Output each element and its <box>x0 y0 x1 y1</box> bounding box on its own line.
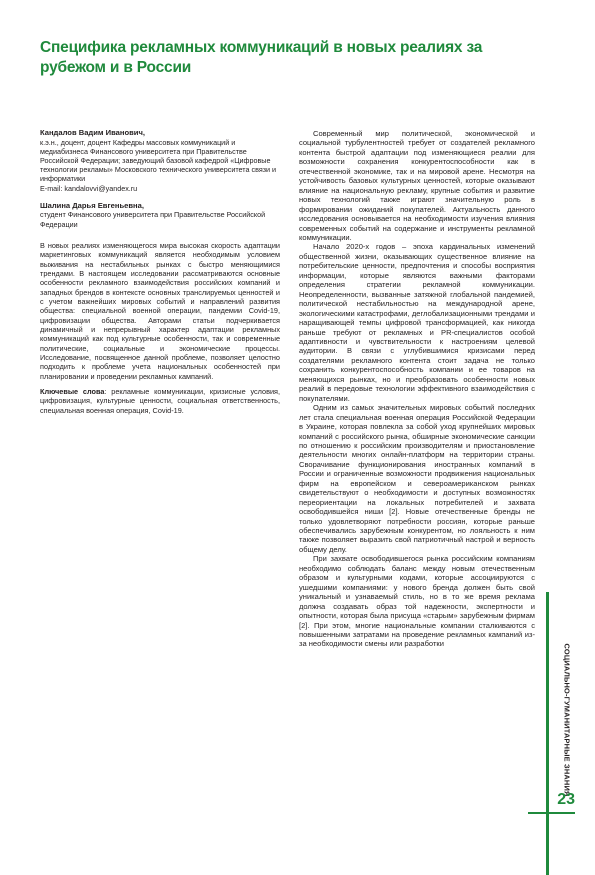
abstract: В новых реалиях изменяющегося мира высокая скорость адаптации маркетинговых коммуникаций является необходимым условием выживания на нестабильных рынках с быстро меняющимися трендами. В настоящем исследовании рассматриваются основные особенности рекламного взаимодействия российских компаний и западных брендов в контексте основных транслируемых ценностей и с учетом важнейших мировых событий и направлений развития общества: специальной военной операции, пандемии Covid-19, цифровизации общества. Авторами статьи подчеркивается динамичный и непрерывный характер адаптации рекламных коммуникаций как под культурные особенности, так и современные политические, социальные и экономические процессы. Исследование, посвященное данной проблеме, позволяет целостно подходить к проблеме учета национальных особенностей при планировании и проведении рекламных кампаний. <box>40 240 280 381</box>
keywords <box>40 387 280 415</box>
body-paragraph: Начало 2020-х годов – эпоха кардинальных изменений общественной жизни, оказывающих существенное влияние на потребительские ценности, предпочтения и способы восприятия информации, которые являются важными факторами определения стратегии рекламной коммуникации. Неопределенности, вызванные затяжной глобальной пандемией, политической нестабильностью на международной арене, экологическими катастрофами, деглобализационными трендами и наращивающей темпы цифровой трансформацией, как никогда раньше требуют от рекламных и PR-специалистов особой адаптивности и чувствительности к настроениям целевой аудитории. В связи с углубившимися кризисами перед создателями рекламного контента стоит задача не только сохранить конкурентоспособность компании и ее товаров на меняющихся рынках, но и преобразовать особенности новых реалий в передовые технологии эффективного взаимодействия с покупателями. <box>299 242 535 403</box>
keywords-text: : рекламные коммуникации, кризисные условия, цифровизация, культурные ценности, социальная ответственность, специальная военная операция, Covid-19. <box>40 386 280 415</box>
section-rule <box>546 592 549 875</box>
author-affiliation: к.э.н., доцент, доцент Кафедры массовых коммуникаций и медиабизнеса Финансового университета при Правительстве Российской Федерации; заведующий базовой кафедрой «Цифровые технологии рекламы» Московского технического университета связи и информатики <box>40 137 277 184</box>
spacer <box>40 229 280 241</box>
author-name: Шалина Дарья Евгеньевна, <box>40 200 144 210</box>
page-number-rule <box>528 812 575 814</box>
left-column <box>40 128 280 415</box>
body-paragraph: Современный мир политической, экономической и социальной турбулентностей требует от создателей рекламного контента быстрой адаптации под изменяющиеся реалии для возможности сохранения конкурентоспособности как в отечественной экономике, так и на мировой арене. Несмотря на устойчивость базовых культурных ценностей, которые оказывают влияние на национальную рекламу, крупные события и развитие новых технологий также играют значительную роль в формировании ожиданий покупателей. Актуальность данного исследования основывается на необходимости изучения влияния современных событий на содержание и инструменты рекламной коммуникации. <box>299 129 535 242</box>
spacer <box>40 193 280 201</box>
page-number: 23 <box>557 791 575 808</box>
article-title: Специфика рекламных коммуникаций в новых реалиях за рубежом и в России <box>40 39 483 76</box>
body-paragraph: При захвате освободившегося рынка российским компаниям необходимо соблюдать баланс между новым отечественным образом и культурными кодами, которые ассоциируются с ушедшими компаниями: у нового бренда должен быть свой уникальный и узнаваемый стиль, но в то же время реклама должна создавать образ той надежности, экспертности и опытности, которая была присуща «старым» зарубежным фирмам [2]. При этом, многие национальные компании сталкиваются с повышенными затратами на проведение рекламных кампаний из-за необходимости смены или разработки <box>299 554 535 649</box>
author-email: E-mail: kandalovvi@yandex.ru <box>40 183 138 193</box>
author-name: Кандалов Вадим Иванович, <box>40 128 145 137</box>
keywords-label: Ключевые слова <box>40 386 105 396</box>
body-paragraph: Одним из самых значительных мировых событий последних лет стала специальная военная операция Российской Федерации в Украине, которая повлекла за собой уход крупнейших мировых компаний с российского рынка, обширные экономические санкции по отношению к российским производителям и приостановление деятельности многих онлайн-платформ на территории страны. Сворачивание функционирования иностранных компаний в России и ограниченные возможности продвижения национальных фирм на европейском и североамериканском рынках свидетельствуют о необходимости и доступных возможностях переориентации на локальных потребителей и захвата освободившейся ниши [2]. Новые отечественные бренды не только удовлетворяют потребности россиян, которые раньше обеспечивались зарубежным конкурентом, но лояльность к ним также позволяет выразить свой патриотичный настрой и верность общему делу. <box>299 403 535 554</box>
author-affiliation: студент Финансового университета при Правительстве Российской Федерации <box>40 210 266 229</box>
section-label-text: СОЦИАЛЬНО-ГУМАНИТАРНЫЕ ЗНАНИЯ <box>562 643 572 797</box>
body-column <box>299 129 535 649</box>
